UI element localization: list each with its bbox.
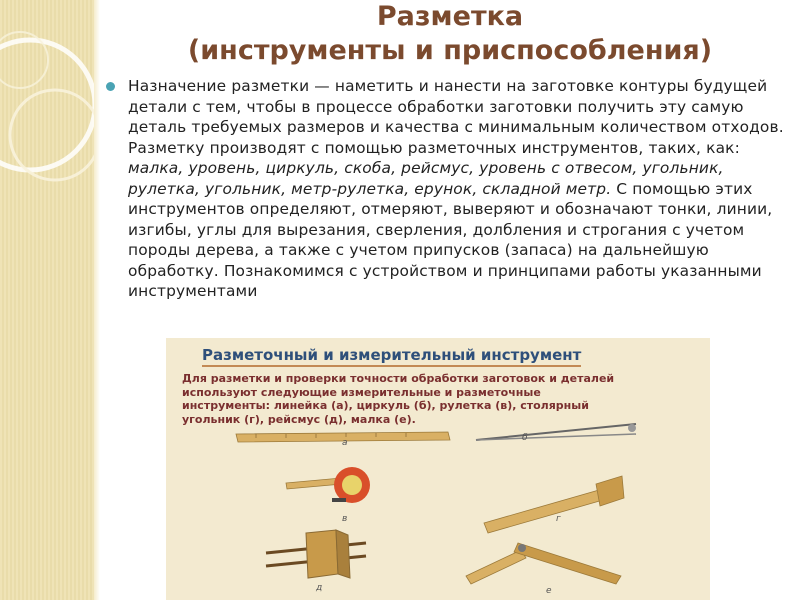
bullet-icon [106,82,115,91]
bevel-icon [466,543,621,584]
title-line-1: Разметка [376,1,524,32]
label-v: в [342,514,348,524]
slide-title [100,0,800,68]
figure-desc-line-4: угольник (г), рейсмус (д), малка (е). [182,412,416,426]
body-paragraph [128,76,788,302]
body-text-part1: Назначение разметки — наметить и нанести на заготовке контуры будущей детали с тем, чтобы в процессе обработки заготовки получить эту самую деталь требуемых размеров и качества с минимальным количеством отходов. Разметку производят с помощью разметочных инструментов, таких, как: [128,77,784,157]
label-b: б [522,433,528,443]
title-line-2: (инструменты и приспособления) [187,35,713,66]
strip-edge [94,0,100,600]
figure-desc-line-2: используют следующие измерительные и разметочные [182,385,541,399]
compass-icon [476,424,636,440]
label-d: д [316,583,323,593]
label-a: а [342,438,348,448]
tools-figure [166,338,710,600]
decorative-side-strip [0,0,100,600]
body-tool-list: малка, уровень, циркуль, скоба, рейсмус, уровень с отвесом, угольник, рулетка, угольник, метр-рулетка, ерунок, складной метр. [128,159,724,198]
tools-illustration [166,338,710,600]
figure-desc-line-3: инструменты: линейка (а), циркуль (б), рулетка (в), столярный [182,399,589,412]
body-text-part2: С помощью этих инструментов определяют, отмеряют, выверяют и обозначают тонки, линии, изгибы, углы для вырезания, сверления, долбления и строгания с учетом породы дерева, а также с учетом припусков (запаса) на дальнейшую обработку. Познакомимся с устройством и принципами работы указанными инструментами [128,179,773,300]
label-g: г [556,514,561,524]
marking-gauge-icon [266,530,366,578]
label-e: е [546,586,552,596]
decorative-circles [0,0,100,600]
tape-measure-icon [286,467,370,503]
carpenter-square-icon [484,476,624,533]
figure-title: Разметочный и измерительный инструмент [202,346,581,367]
figure-desc-line-1: Для разметки и проверки точности обработки заготовок и деталей [182,372,615,385]
